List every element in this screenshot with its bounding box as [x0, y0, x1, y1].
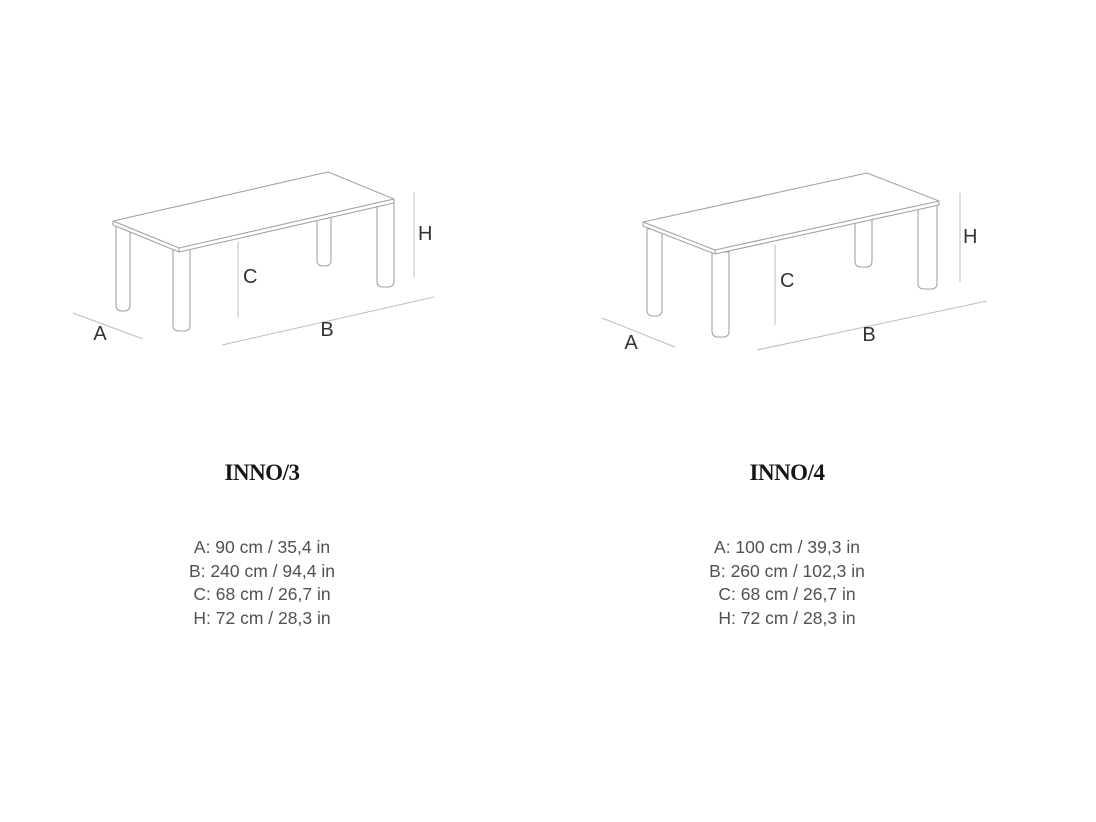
- product-info-inno4: [637, 460, 937, 630]
- dimension-row-a: A: 90 cm / 35,4 in: [193, 537, 331, 557]
- dimension-row-b: B: 240 cm / 94,4 in: [189, 560, 335, 581]
- table-leg-front-left: [173, 249, 190, 331]
- table-diagram-inno3: [60, 165, 450, 360]
- table-leg-back-left: [647, 229, 662, 316]
- product-info-inno3: [112, 460, 412, 630]
- dim-label-b: B: [320, 319, 334, 341]
- table-leg-front-right: [377, 202, 394, 287]
- dimension-row-a: A: 100 cm / 39,3 in: [714, 537, 860, 557]
- dim-label-c: C: [243, 266, 258, 288]
- table-top: [643, 173, 939, 254]
- table-leg-front-left: [712, 252, 729, 337]
- dim-label-h: H: [963, 226, 978, 248]
- dimension-row-h: H: 72 cm / 28,3 in: [193, 607, 331, 628]
- table-diagram-inno4: [590, 165, 1000, 360]
- table-leg-back-right: [855, 217, 872, 267]
- table-leg-back-left: [116, 226, 130, 311]
- dimension-list: [637, 536, 937, 630]
- dim-label-h: H: [418, 223, 433, 245]
- table-leg-front-right: [918, 203, 937, 289]
- dimension-row-c: C: 68 cm / 26,7 in: [193, 584, 331, 604]
- table-top: [113, 172, 394, 252]
- product-title: INNO/4: [749, 460, 825, 485]
- product-title: INNO/3: [224, 460, 300, 485]
- dimension-row-h: H: 72 cm / 28,3 in: [718, 607, 856, 628]
- dim-label-a: A: [624, 332, 638, 354]
- dim-label-a: A: [93, 323, 107, 345]
- dimension-row-c: C: 68 cm / 26,7 in: [718, 584, 856, 604]
- dim-label-c: C: [780, 270, 795, 292]
- table-leg-back-right: [317, 214, 331, 266]
- dimension-list: [112, 536, 412, 630]
- dim-line-a: [73, 313, 143, 339]
- dim-label-b: B: [862, 324, 876, 346]
- dimension-row-b: B: 260 cm / 102,3 in: [709, 560, 865, 581]
- dim-line-a: [602, 318, 675, 347]
